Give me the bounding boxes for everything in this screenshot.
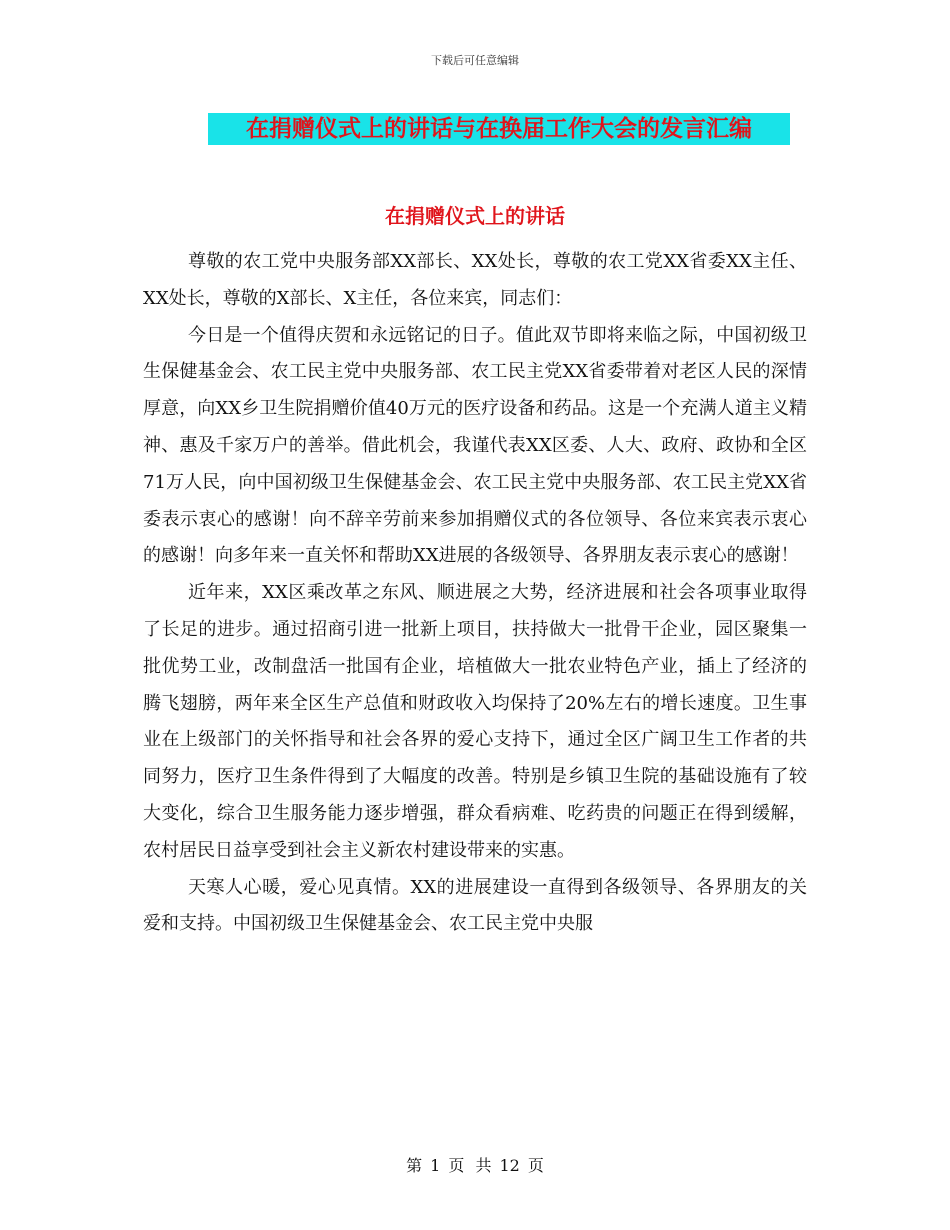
footer-middle: 页 共	[448, 1156, 492, 1175]
section-title: 在捐赠仪式上的讲话	[385, 204, 565, 228]
page-footer	[0, 1153, 950, 1176]
paragraph: 天寒人心暖，爱心见真情。XX的进展建设一直得到各级领导、各界朋友的关爱和支持。中国初级卫生保健基金会、农工民主党中央服	[143, 876, 807, 935]
paragraph: 今日是一个值得庆贺和永远铭记的日子。值此双节即将来临之际，中国初级卫生保健基金会、农工民主党中央服务部、农工民主党XX省委带着对老区人民的深情厚意，向XX乡卫生院捐赠价值40万元的医疗设备和药品。这是一个充满人道主义精神、惠及千家万户的善举。借此机会，我谨代表XX区委、人大、政府、政协和全区71万人民，向中国初级卫生保健基金会、农工民主党中央服务部、农工民主党XX省委表示衷心的感谢！向不辞辛劳前来参加捐赠仪式的各位领导、各位来宾表示衷心的感谢！向多年来一直关怀和帮助XX进展的各级领导、各界朋友表示衷心的感谢！	[143, 324, 807, 567]
footer-suffix: 页	[527, 1156, 544, 1175]
footer-page-number: 1	[430, 1156, 441, 1175]
paragraph: 尊敬的农工党中央服务部XX部长、XX处长，尊敬的农工党XX省委XX主任、XX处长，尊敬的X部长、X主任，各位来宾，同志们：	[143, 251, 807, 309]
body-text	[143, 244, 807, 943]
footer-prefix: 第	[406, 1156, 423, 1175]
footer-total-pages: 12	[499, 1156, 520, 1175]
main-title: 在捐赠仪式上的讲话与在换届工作大会的发言汇编	[208, 113, 790, 145]
header-note: 下载后可任意编辑	[431, 54, 519, 67]
paragraph: 近年来，XX区乘改革之东风、顺进展之大势，经济进展和社会各项事业取得了长足的进步。通过招商引进一批新上项目，扶持做大一批骨干企业，园区聚集一批优势工业，改制盘活一批国有企业，培植做大一批农业特色产业，插上了经济的腾飞翅膀，两年来全区生产总值和财政收入均保持了20%左右的增长速度。卫生事业在上级部门的关怀指导和社会各界的爱心支持下，通过全区广阔卫生工作者的共同努力，医疗卫生条件得到了大幅度的改善。特别是乡镇卫生院的基础设施有了较大变化，综合卫生服务能力逐步增强，群众看病难、吃药贵的问题正在得到缓解，农村居民日益享受到社会主义新农村建设带来的实惠。	[143, 582, 807, 861]
